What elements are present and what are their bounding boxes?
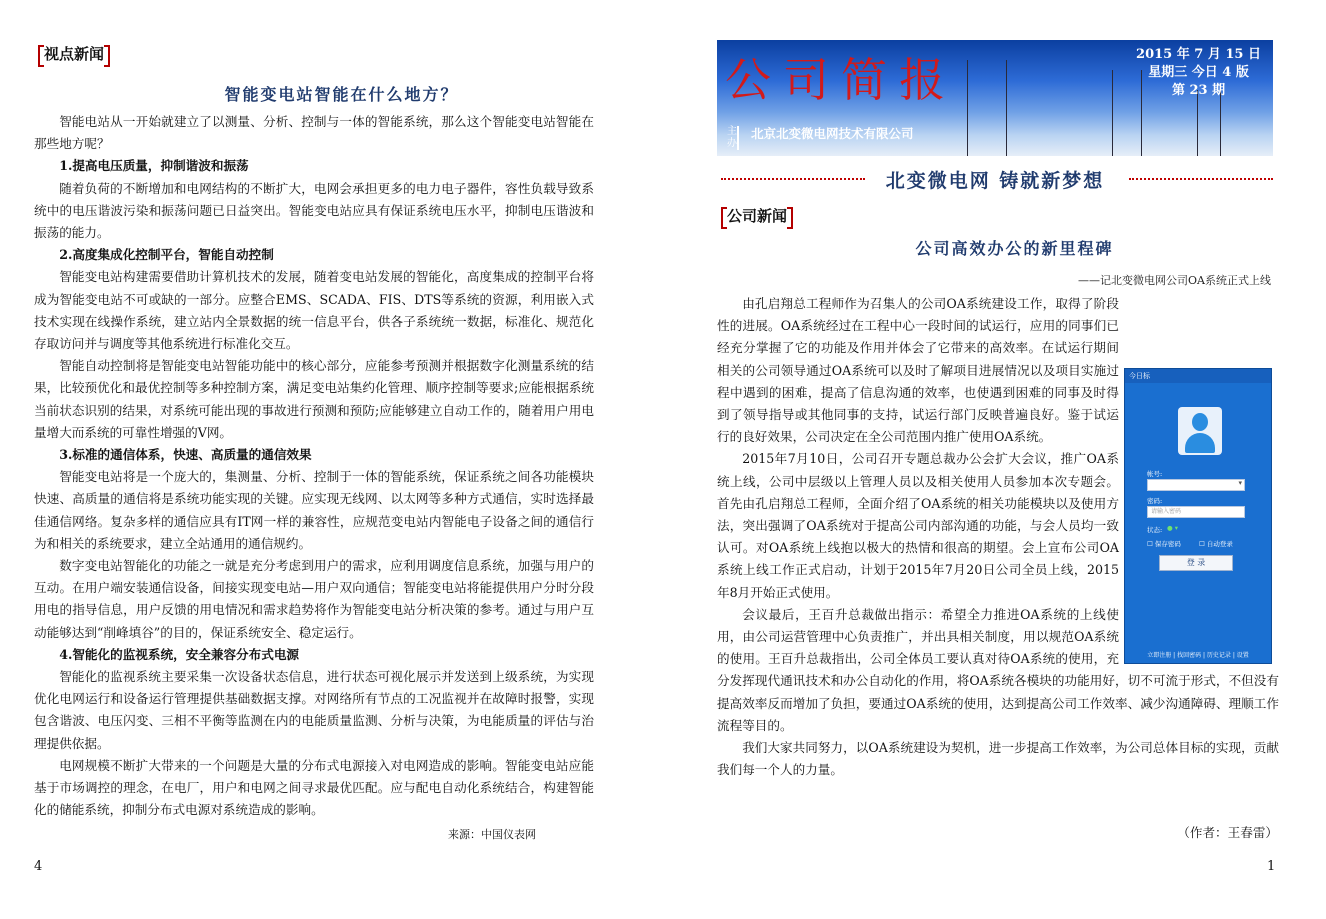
paragraph: 智能变电站将是一个庞大的，集测量、分析、控制于一体的智能系统，保证系统之间各功能模块快速、高质量的通信将是系统功能实现的关键。应实现无线网、以太网等多种方式通信，实时选择最佳通信网络。复杂多样的通信应具有IT网一样的兼容性，应规范变电站内智能电子设备之间的通信行为和相关的系统要求，建立全站通用的通信规约。 <box>34 469 594 551</box>
masthead-organizer: 北京北变微电网技术有限公司 <box>751 126 914 141</box>
article-title: 智能变电站智能在什么地方？ <box>224 85 459 104</box>
remember-password-checkbox[interactable]: ☐ 保存密码 <box>1147 540 1181 548</box>
article-title: 公司高效办公的新里程碑 <box>915 239 1114 258</box>
section-heading: 3.标准的通信体系，快速、高质量的通信效果 <box>59 447 312 463</box>
paragraph: 智能变电站构建需要借助计算机技术的发展，随着变电站发展的智能化，高度集成的控制平台将成为智能变电站不可或缺的一部分。应整合EMS、SCADA、FIS、DTS等系统的资源，利用嵌入式技术实现在线操作系统，建立站内全景数据的统一信息平台，供各子系统统一数据，标准化、规范化存取访问并与调度等其他系统进行标准化交互。 <box>34 269 594 352</box>
masthead-title: 公司简报 <box>725 53 957 107</box>
login-button[interactable]: 登 录 <box>1159 555 1233 571</box>
section-tag-viewpoint-news: 视点新闻 <box>38 44 110 64</box>
online-status-icon[interactable]: ● ▾ <box>1167 524 1179 532</box>
login-footer-links[interactable]: 立即注册 | 找回密码 | 历史记录 | 设置 <box>1147 652 1249 659</box>
masthead-date-block <box>1136 46 1261 100</box>
slogan-bar <box>717 166 1273 192</box>
paragraph: 电网规模不断扩大带来的一个问题是大量的分布式电源接入对电网造成的影响。智能变电站应能基于市场调控的理念，在电厂，用户和电网之间寻求最优匹配。应与配电自动化系统结合，构建智能化的储能系统，抑制分布式电源对系统造成的影响。 <box>34 757 594 818</box>
status-label: 状态: <box>1147 526 1163 534</box>
newsletter-masthead <box>717 40 1273 156</box>
paragraph: 我们大家共同努力，以OA系统建设为契机，进一步提高工作效率，为公司总体目标的实现，贡献我们每一个人的力量。 <box>717 740 1279 778</box>
article-source: 来源：中国仪表网 <box>448 827 536 841</box>
auto-login-checkbox[interactable]: ☐ 自动登录 <box>1199 540 1233 548</box>
paragraph: 数字变电站智能化的功能之一就是充分考虑到用户的需求，应利用调度信息系统，加强与用户的互动。在用户端安装通信设备，间接实现变电站—用户双向通信；智能变电站将能提供用户分时分段用电的指导信息，用户反馈的用电情况和需求趋势将作为智能变电站分析决策的参考。通过与用户互动能够达到“削峰填谷”的目的，保证系统安全、稳定运行。 <box>34 558 594 640</box>
remember-password-label: 保存密码 <box>1154 540 1181 548</box>
password-input[interactable]: 请输入密码 <box>1147 506 1245 518</box>
right-page <box>663 0 1326 919</box>
article-author: （作者：王春雷） <box>1177 825 1278 840</box>
section-tag-company-news: 公司新闻 <box>721 206 793 226</box>
paragraph: 随着负荷的不断增加和电网结构的不断扩大，电网会承担更多的电力电子器件，容性负载导致系统中的电压谐波污染和振荡问题已日益突出。智能变电站应具有保证系统电压水平，抑制电压谐波和振荡的能力。 <box>34 180 594 241</box>
article-body <box>34 111 594 848</box>
paragraph: 智能化的监视系统主要采集一次设备状态信息，进行状态可视化展示并发送到上级系统，为实现优化电网运行和设备运行管理提供基础数据支撑。对网络所有节点的工况监视并在故障时报警，实现包含谐波、电压闪变、三相不平衡等监测在内的电能质量监测、分析与决策，为电能质量的评估与治理提供依据。 <box>34 669 594 751</box>
slogan-divider-right <box>1129 178 1273 180</box>
avatar-icon <box>1178 407 1222 455</box>
paragraph: 由孔启翔总工程师作为召集人的公司OA系统建设工作，取得了阶段性的进展。OA系统经过在工程中心一段时间的试运行，应用的同事们已经充分掌握了它的功能及作用并体会了它带来的高效率。在试运行期间相关的公司领导通过OA系统可以及时了解项目进展情况以及项目实施过程中遇到的困难，提高了信息沟通的效率，也使遇到困难的同事及时得到了领导指导或其他同事的支持，试运行部门反映普遍良好。鉴于试运行的良好效果，公司决定在全公司范围内推广使用OA系统。 <box>717 296 1119 445</box>
account-input[interactable] <box>1147 479 1245 491</box>
masthead-host-label: 主办 <box>727 126 737 149</box>
paragraph: 2015年7月10日，公司召开专题总裁办公会扩大会议，推广OA系统上线，公司中层级以上管理人员以及相关使用人员参加本次专题会。首先由孔启翔总工程师，全面介绍了OA系统的相关功能模块以及使用方法，突出强调了OA系统对于提高公司内部沟通的功能，与会人员均一致认可。对OA系统上线抱以极大的热情和很高的期望。会上宣布公司OA系统上线工作正式启动，计划于2015年7月20日公司全员上线，2015年8月开始正式使用。 <box>717 451 1119 600</box>
login-window-caption: 今日标 <box>1125 369 1271 383</box>
paragraph: 会议最后，王百升总裁做出指示：希望全力推进OA系统的上线使用，由公司运营管理中心负责推广，并出具相关制度，用以规范OA系统的使用。王百升总裁指出，公司全体员工要认真对待OA系统的使用，充分发挥现代通讯技术和办公自动化的作用，将OA系统各模块的功能用好，切不可流于形式，不但没有提高效率反而增加了负担，要通过OA系统的使用，达到提高公司工作效率、减少沟通障碍、理顺工作流程等目的。 <box>717 606 1279 733</box>
slogan-text: 北变微电网 铸就新梦想 <box>885 170 1105 192</box>
masthead-issue: 第 23 期 <box>1171 83 1226 98</box>
section-heading: 2.高度集成化控制平台，智能自动控制 <box>59 247 274 263</box>
section-heading: 4.智能化的监视系统，安全兼容分布式电源 <box>59 646 300 662</box>
article-subtitle: ——记北变微电网公司OA系统正式上线 <box>1078 274 1271 287</box>
password-label: 密码: <box>1147 497 1163 505</box>
page-number: 4 <box>34 859 43 874</box>
section-heading: 1.提高电压质量，抑制谐波和振荡 <box>59 158 249 174</box>
masthead-date: 2015 年 7 月 15 日 <box>1136 47 1261 62</box>
page-number: 1 <box>1267 859 1276 874</box>
pylon-graphic <box>967 60 1007 156</box>
masthead-weekday: 星期三 今日 4 版 <box>1148 65 1249 80</box>
oa-login-window <box>1124 368 1272 664</box>
auto-login-label: 自动登录 <box>1206 540 1233 548</box>
chevron-down-icon[interactable]: ▾ <box>1238 479 1242 487</box>
paragraph: 智能电站从一开始就建立了以测量、分析、控制与一体的智能系统，那么这个智能变电站智能在那些地方呢？ <box>34 114 594 152</box>
account-label: 帐号: <box>1147 470 1163 478</box>
paragraph: 智能自动控制将是智能变电站智能功能中的核心部分，应能参考预测并根据数字化测量系统的结果，比较预优化和最优控制等多种控制方案，满足变电站集约化管理、顺序控制等要求;应能根据系统当前状态识别的结果，对系统可能出现的事故进行预测和预防;应能够建立自动工作的，随着用户用电量增大而系统的可靠性增强的V网。 <box>34 358 594 440</box>
